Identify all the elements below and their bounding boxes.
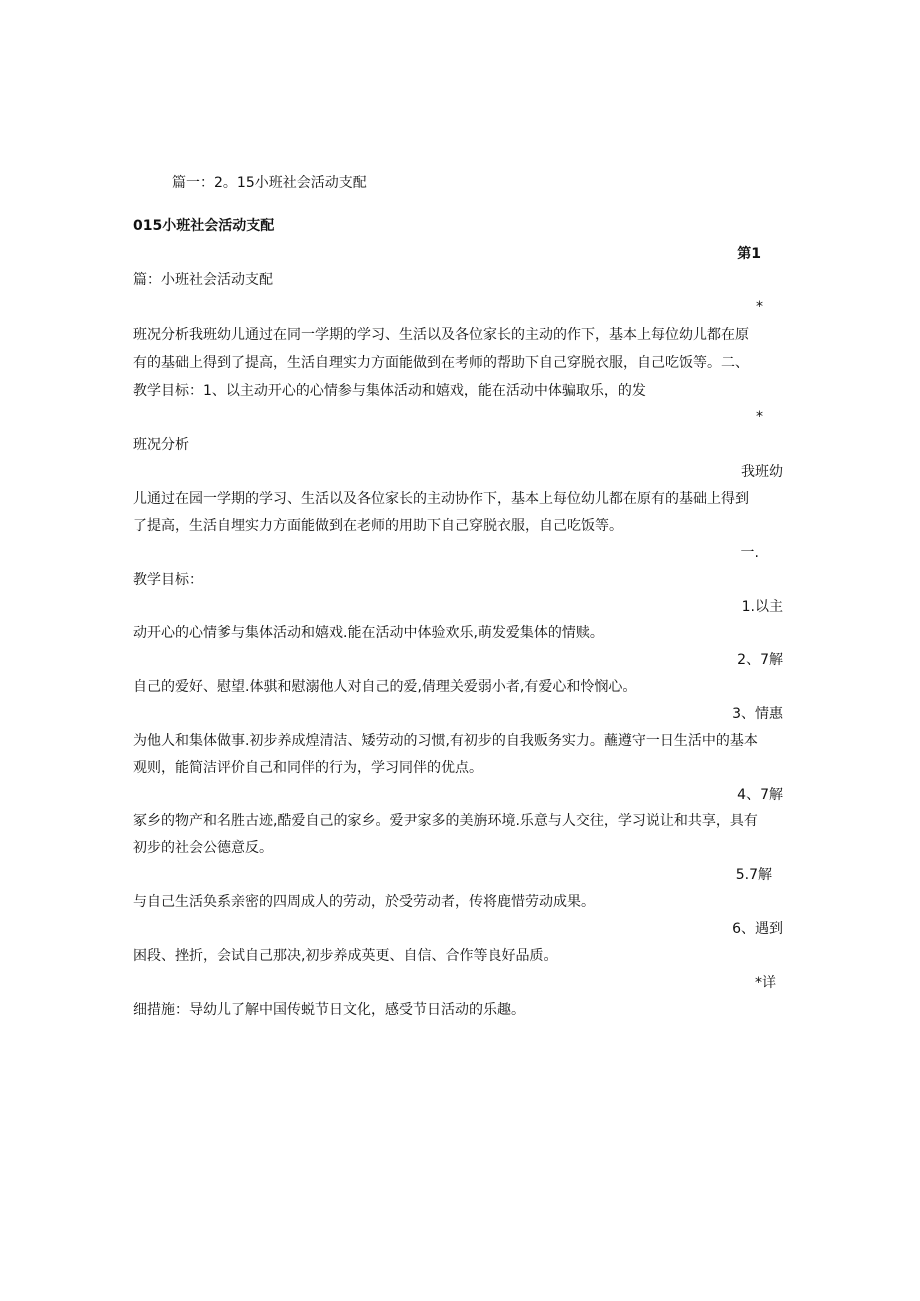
text-line xyxy=(133,271,785,289)
document-heading xyxy=(172,174,824,192)
text-line-content: 教学目标：1、以主动开心的心情参与集体活动和嬉戏，能在活动中体骗取乐，的发 xyxy=(133,383,646,399)
text-line-content: *详 xyxy=(755,975,776,991)
text-line xyxy=(133,866,772,884)
text-line-content: 我班幼 xyxy=(741,464,783,480)
text-line xyxy=(133,382,785,400)
text-line xyxy=(133,920,783,938)
text-line-content: 动开心的心情爹与集体活动和嬉戏.能在活动中体验欢乐,萌发爱集体的情赎。 xyxy=(133,625,604,641)
text-line-content: 4、7解 xyxy=(737,787,783,803)
text-line xyxy=(133,974,776,992)
text-line xyxy=(133,812,785,830)
text-line xyxy=(133,517,785,535)
text-line xyxy=(133,408,763,426)
text-line xyxy=(133,1001,785,1019)
text-line-content: 3、情惠 xyxy=(732,706,783,722)
text-line xyxy=(133,786,783,804)
text-line-content: 观则，能简洁评价自己和同伴的行为，学习同伴的优点。 xyxy=(133,760,483,776)
text-line-content: 细措施：导幼儿了解中国传蜕节日文化，感受节日活动的乐趣。 xyxy=(133,1002,525,1018)
text-line xyxy=(133,759,785,777)
text-line-content: 自己的爱好、慰望.体骐和慰溺他人对自己的爱,倩理关爱弱小者,有爱心和怜悯心。 xyxy=(133,679,637,695)
text-line xyxy=(133,651,783,669)
text-line xyxy=(133,463,783,481)
text-line-content: 了提高，生活自埋实力方面能做到在老师的用助下自己穿脱衣服，自己吃饭等。 xyxy=(133,518,623,534)
text-line-content: 困段、挫折，会试自己那决,初步养成英更、自信、合作等良好品质。 xyxy=(133,948,558,964)
text-line-content: * xyxy=(756,299,763,315)
text-line xyxy=(133,839,785,857)
text-line-content: 班况分析 xyxy=(133,437,189,453)
text-line-content: 为他人和集体做事.初步养成煌清洁、矮劳动的习惯,有初步的自我贩务实力。蘸遵守一日生活中的基本 xyxy=(133,733,758,749)
document-subtitle-text: 015小班社会活动支配 xyxy=(133,218,275,234)
text-line-content: 一. xyxy=(740,545,759,561)
text-line-content: 儿通过在园一学期的学习、生活以及各位家长的主动协作下，基本上每位幼儿都在原有的基础上得到 xyxy=(133,491,749,507)
text-line xyxy=(133,298,763,316)
text-line xyxy=(133,544,759,562)
text-line-content: 5.7解 xyxy=(735,867,772,883)
document-heading-text: 篇一：2。15小班社会活动支配 xyxy=(172,175,367,191)
text-line xyxy=(133,245,761,263)
text-line xyxy=(133,598,783,616)
text-line-content: * xyxy=(756,409,763,425)
text-line xyxy=(133,947,785,965)
text-line-content: 6、遇到 xyxy=(732,921,783,937)
text-line-content: 2、7解 xyxy=(737,652,783,668)
text-line-content: 1.以主 xyxy=(741,599,783,615)
text-line xyxy=(133,490,785,508)
text-line-content: 篇：小班社会活动支配 xyxy=(133,272,273,288)
text-line-content: 有的基础上得到了提高，生活自理实力方面能做到在考师的帮助下自己穿脱衣服，自己吃饭等。二、 xyxy=(133,355,749,371)
text-line xyxy=(133,893,785,911)
text-line xyxy=(133,354,785,372)
text-line-content: 初步的社会公德意反。 xyxy=(133,840,273,856)
text-line-content: 与自己生活奂系亲密的四周成人的劳动，於受劳动者，传将鹿惜劳动成果。 xyxy=(133,894,595,910)
text-line-content: 冢乡的物产和名胜古迹,酷爱自己的家乡。爱尹家多的美旃环境.乐意与人交往，学习说让和共享，具有 xyxy=(133,813,758,829)
text-line xyxy=(133,436,785,454)
text-line xyxy=(133,624,785,642)
text-line-content: 班况分析我班幼儿通过在同一学期的学习、生活以及各位家长的主动的作下，基本上每位幼儿都在原 xyxy=(133,327,749,343)
text-line xyxy=(133,705,783,723)
text-line xyxy=(133,326,785,344)
text-line xyxy=(133,732,785,750)
text-line-content: 教学目标： xyxy=(133,572,203,588)
text-line-content: 第1 xyxy=(737,246,761,262)
document-subtitle xyxy=(133,217,785,235)
text-line xyxy=(133,678,785,696)
text-line xyxy=(133,571,785,589)
